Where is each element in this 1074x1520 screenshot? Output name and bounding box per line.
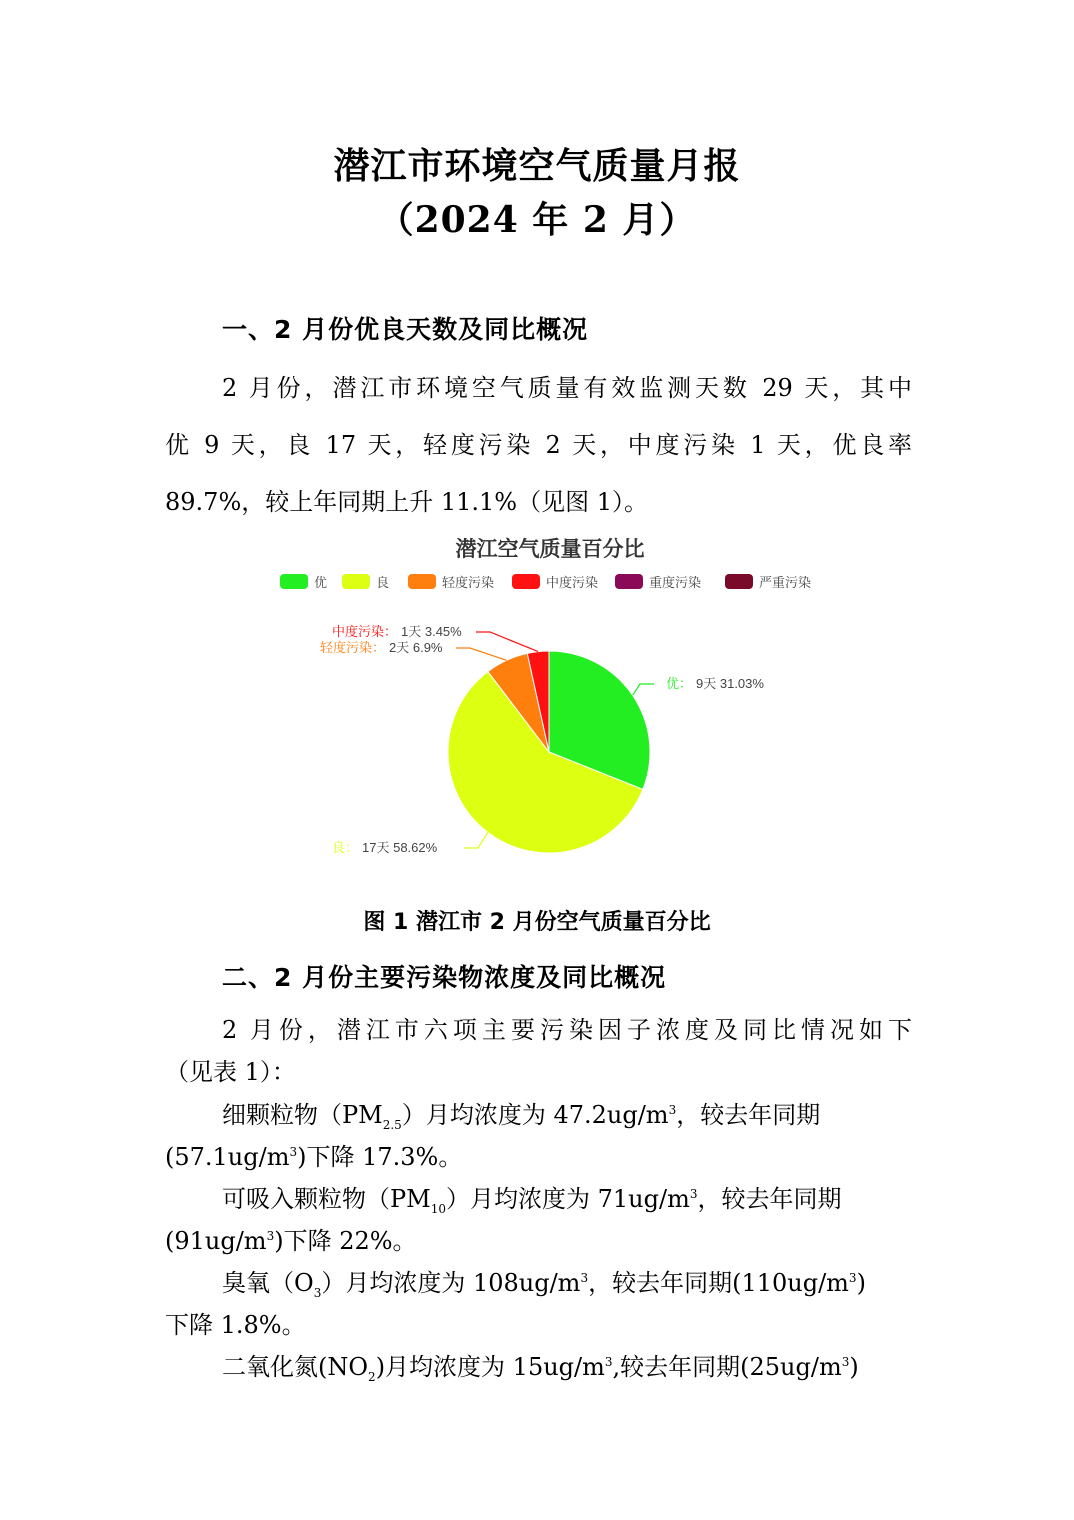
pm10-line-1: 可吸入颗粒物$(PM_{10})$月均浓度为 $71ug/m^3$，较去年同期	[222, 1185, 842, 1216]
section-1-line-2: 优 9 天，良 17 天，轻度污染 2 天，中度污染 1 天，优良率	[165, 431, 912, 459]
legend-swatch	[342, 574, 370, 589]
slice-value: 17天 58.62%	[362, 840, 438, 855]
legend-label: 轻度污染	[442, 575, 495, 590]
legend-label: 重度污染	[649, 575, 702, 590]
report-period: （2024 年 2 月）	[377, 199, 697, 241]
slice-label-1	[633, 676, 765, 695]
legend-swatch	[512, 574, 540, 589]
figure-caption: 图 1 潜江市 2 月份空气质量百分比	[363, 910, 711, 935]
slice-label-3	[320, 640, 507, 660]
section-1-line-3: 89.7%，较上年同期上升 11.1%（见图 1）。	[165, 488, 649, 516]
legend-swatch	[280, 574, 308, 589]
slice-label-text	[332, 840, 438, 855]
chart-legend	[280, 574, 811, 590]
legend-swatch	[408, 574, 436, 589]
slice-value: 1天 3.45%	[401, 624, 462, 639]
label-leader-line	[476, 632, 538, 652]
legend-item-3[interactable]	[408, 574, 494, 590]
section-2-intro-line-2: （见表 1）：	[165, 1058, 296, 1086]
air-quality-pie-chart	[270, 528, 830, 868]
label-leader-line	[456, 648, 507, 660]
section-2-intro-line-1: 2 月份，潜江市六项主要污染因子浓度及同比情况如下	[222, 1016, 912, 1044]
legend-item-1[interactable]	[280, 574, 327, 590]
legend-swatch	[725, 574, 753, 589]
legend-item-2[interactable]	[342, 574, 389, 590]
slice-name: 良：	[332, 840, 359, 855]
legend-item-5[interactable]	[615, 574, 701, 590]
legend-label: 严重污染	[759, 575, 812, 590]
o3-line-2: 下降 1.8%。	[165, 1311, 306, 1339]
slice-label-text	[320, 640, 443, 655]
slice-value: 9天 31.03%	[696, 676, 764, 691]
slice-name: 优：	[666, 676, 693, 691]
legend-item-6[interactable]	[725, 574, 811, 590]
no2-line-1: 二氧化氮$(NO_2)$月均浓度为 $15ug/m^3$,较去年同期$(25ug/m^3)$	[222, 1353, 859, 1384]
slice-value: 2天 6.9%	[389, 640, 443, 655]
slice-name: 中度污染：	[332, 624, 398, 639]
section-2-heading: 二、2 月份主要污染物浓度及同比概况	[222, 963, 667, 992]
pm10-line-2: $(91ug/m^3)$下降 22%。	[165, 1227, 417, 1255]
chart-slices	[448, 651, 650, 853]
section-1-line-1: 2 月份，潜江市环境空气质量有效监测天数 29 天，其中	[222, 374, 912, 402]
legend-swatch	[615, 574, 643, 589]
legend-label: 优	[314, 575, 328, 590]
pm25-line-2: $(57.1ug/m^3)$下降 17.3%。	[165, 1143, 463, 1171]
o3-line-1: 臭氧$(O_3)$月均浓度为 $108ug/m^3$，较去年同期$(110ug/m^3)$	[222, 1269, 866, 1300]
slice-label-text	[666, 676, 764, 691]
report-title: 潜江市环境空气质量月报	[333, 145, 741, 187]
label-leader-line	[464, 832, 488, 848]
label-leader-line	[633, 684, 654, 695]
slice-label-text	[332, 624, 462, 639]
legend-item-4[interactable]	[512, 574, 598, 590]
legend-label: 良	[376, 575, 390, 590]
section-1-heading: 一、2 月份优良天数及同比概况	[222, 315, 589, 344]
pm25-line-1: 细颗粒物$(PM_{2.5})$月均浓度为 $47.2ug/m^3$，较去年同期	[222, 1101, 821, 1132]
slice-name: 轻度污染：	[320, 640, 386, 655]
slice-label-2	[332, 832, 488, 855]
legend-label: 中度污染	[546, 575, 599, 590]
chart-title: 潜江空气质量百分比	[455, 538, 645, 561]
